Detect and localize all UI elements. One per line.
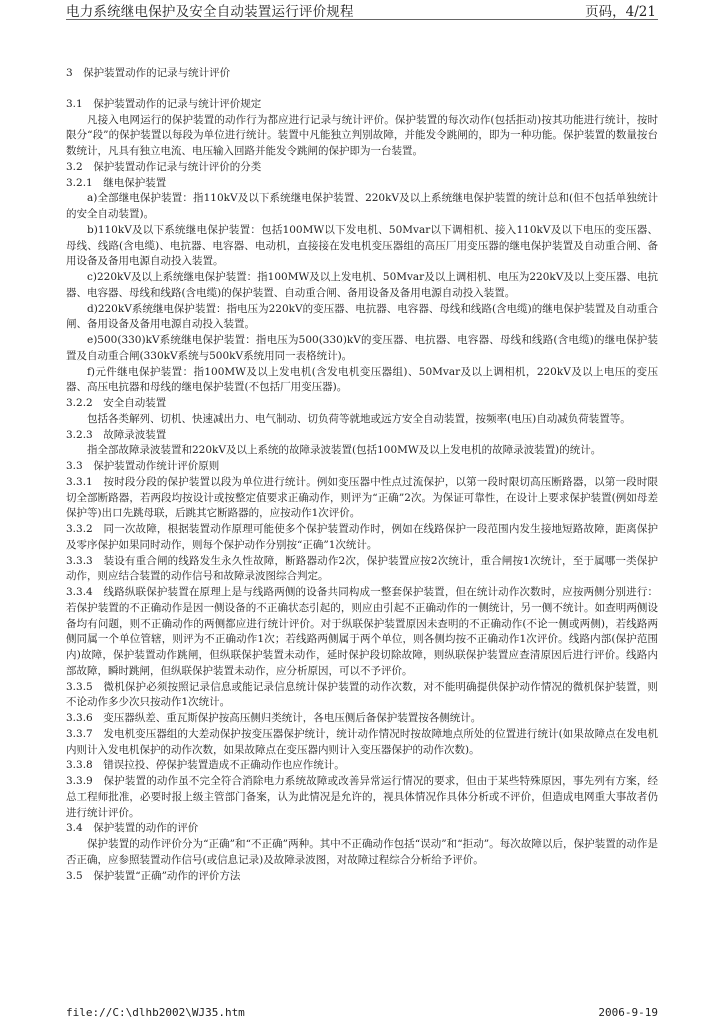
section-heading-3-5: 3.5 保护装置“正确”动作的评价方法 <box>66 869 241 882</box>
paragraph-3-3-8: 3.3.8 错误拉投、停保护装置造成不正确动作也应作统计。 <box>66 759 345 772</box>
section-heading-3-2-1: 3.2.1 继电保护装置 <box>66 176 167 189</box>
section-heading-3-2: 3.2 保护装置动作记录与统计评价的分类 <box>66 160 262 173</box>
paragraph-item-b: b)110kV及以下系统继电保护装置：包括100MW以下发电机、50Mvar以下调相机、接入110kV及以下电压的变压器、母线、线路(含电缆)、电抗器、电容器、电动机，直接接在发电机变压器组的高压厂用变压器的继电保护装置及自动重合闸、备用设备及备用电源自动投入装置。 <box>66 223 658 268</box>
paragraph-3-3-6: 3.3.6 变压器纵差、重瓦斯保护按高压侧归类统计，各电压侧后备保护装置按各侧统计。 <box>66 712 482 724</box>
paragraph-3-3-3: 3.3.3 装设有重合闸的线路发生永久性故障，断路器动作2次，保护装置应按2次统计，重合闸按1次统计，至于属哪一类保护动作，则应结合装置的动作信号和故障录波图综合判定。 <box>66 554 658 583</box>
paragraph-item-f: f)元件继电保护装置：指100MW及以上发电机(含发电机变压器组)、50Mvar及以上调相机，220kV及以上电压的变压器、高压电抗器和母线的继电保护装置(不包括厂用变压器)。 <box>66 365 658 394</box>
section-heading-3-2-2: 3.2.2 安全自动装置 <box>66 397 167 409</box>
footer-file-path: file://C:\dlhb2002\WJ35.htm <box>66 1006 245 1019</box>
paragraph-3-3-7: 3.3.7 发电机变压器组的大差动保护按变压器保护统计，统计动作情况时按故障地点所处的位置进行统计(如果故障点在发电机内则计入发电机保护的动作次数，如果故障点在变压器内则计入变压器保护的动作次数)。 <box>66 727 658 756</box>
paragraph-3-3-9: 3.3.9 保护装置的动作虽不完全符合消除电力系统故障或改善异常运行情况的要求，但由于某些特殊原因，事先列有方案，经总工程师批准，必要时报上级主管部门备案，认为此情况是允许的，视具体情况作具体分析或不评价，但造成电网重大事故者仍进行统计评价。 <box>66 775 658 819</box>
paragraph-3-2-3: 指全部故障录波装置和220kV及以上系统的故障录波装置(包括100MW及以上发电机的故障录波装置)的统计。 <box>87 444 602 457</box>
paragraph-item-e: e)500(330)kV系统继电保护装置：指电压为500(330)kV的变压器、电抗器、电容器、母线和线路(含电缆)的继电保护装置及自动重合闸(330kV系统与500kV系统用同一表格统计)。 <box>66 334 658 362</box>
paragraph-3-2-2: 包括各类解列、切机、快速减出力、电气制动、切负荷等就地或远方安全自动装置，按频率(电压)自动减负荷装置等。 <box>87 412 631 425</box>
document-header-title: 电力系统继电保护及安全自动装置运行评价规程 <box>66 4 354 20</box>
paragraph-3-3-2: 3.3.2 同一次故障，根据装置动作原理可能使多个保护装置动作时，例如在线路保护一段范围内发生接地短路故障，距离保护及零序保护如果同时动作，则每个保护动作分别按“正确”1次统计。 <box>66 523 658 551</box>
paragraph-3-3-4: 3.3.4 线路纵联保护装置在原理上是与线路两侧的设备共同构成一整套保护装置，但在统计动作次数时，应按两侧分别进行：若保护装置的不正确动作是因一侧设备的不正确状态引起的，则应由引起不正确动作的一侧统计，另一侧不统计。如查明两侧设备均有问题，则不正确动作的两侧都应进行统计评价。对于纵联保护装置原因未查明的不正确动作(不论一侧或两侧)，若线路两侧同属一个单位管辖，则评为不正确动作1次；若线路两侧属于两个单位，则各侧均按不正确动作1次评价。线路内部(保护范围内)故障，保护装置动作跳闸，但纵联保护装置未动作，延时保护段切除故障，则纵联保护装置应查清原因后进行评价。线路内部故障，瞬时跳闸，但纵联保护装置未动作，应分析原因，可以不予评价。 <box>66 586 658 677</box>
section-heading-3-2-3: 3.2.3 故障录波装置 <box>66 428 167 441</box>
paragraph-item-a: a)全部继电保护装置：指110kV及以下系统继电保护装置、220kV及以上系统继电保护装置的统计总和(但不包括单独统计的安全自动装置)。 <box>66 192 658 220</box>
paragraph-3-4: 保护装置的动作评价分为“正确”和“不正确”两种。其中不正确动作包括“误动”和“拒动”。每次故障以后，保护装置的动作是否正确，应参照装置动作信号(或信息记录)及故障录波图，对故障过程综合分析给予评价。 <box>66 838 658 866</box>
paragraph-3-3-5: 3.3.5 微机保护必须按照记录信息或能记录信息统计保护装置的动作次数，对不能明确提供保护动作情况的微机保护装置，则不论动作多少次只按动作1次统计。 <box>66 680 658 709</box>
document-body <box>66 66 658 884</box>
section-heading-3-3: 3.3 保护装置动作统计评价原则 <box>66 460 220 472</box>
paragraph-item-c: c)220kV及以上系统继电保护装置：指100MW及以上发电机、50Mvar及以上调相机、电压为220kV及以上变压器、电抗器、电容器、母线和线路(含电缆)的保护装置、自动重合闸、备用设备及备用电源自动投入装置。 <box>66 271 658 299</box>
section-heading-3-4: 3.4 保护装置的动作的评价 <box>66 822 199 835</box>
footer-date: 2006-9-19 <box>598 1006 658 1019</box>
section-heading-3: 3 保护装置动作的记录与统计评价 <box>66 67 231 79</box>
section-heading-3-1: 3.1 保护装置动作的记录与统计评价规定 <box>66 97 262 110</box>
paragraph-3-3-1: 3.3.1 按时段分段的保护装置以段为单位进行统计。例如变压器中性点过流保护，以第一段时限切高压断路器，以第一段时限切全部断路器，若两段均按设计或按整定值要求正确动作，则评为“正确”2次。为保证可靠性，在设计上要求保护装置(例如母差保护等)出口先跳母联，后跳其它断路器的，应按动作1次评价。 <box>66 475 658 520</box>
paragraph-3-1: 凡接入电网运行的保护装置的动作行为都应进行记录与统计评价。保护装置的每次动作(包括拒动)按其功能进行统计，按时限分“段”的保护装置以每段为单位进行统计。装置中凡能独立判别故障，并能发令跳闸的，即为一种功能。保护装置的数量按台数统计，凡具有独立电流、电压输入回路并能发令跳闸的保护即为一台装置。 <box>66 113 658 157</box>
paragraph-item-d: d)220kV系统继电保护装置：指电压为220kV的变压器、电抗器、电容器、母线和线路(含电缆)的继电保护装置及自动重合闸、备用设备及备用电源自动投入装置。 <box>66 302 658 331</box>
page-number: 页码，4/21 <box>585 4 656 20</box>
header-divider <box>66 19 658 20</box>
